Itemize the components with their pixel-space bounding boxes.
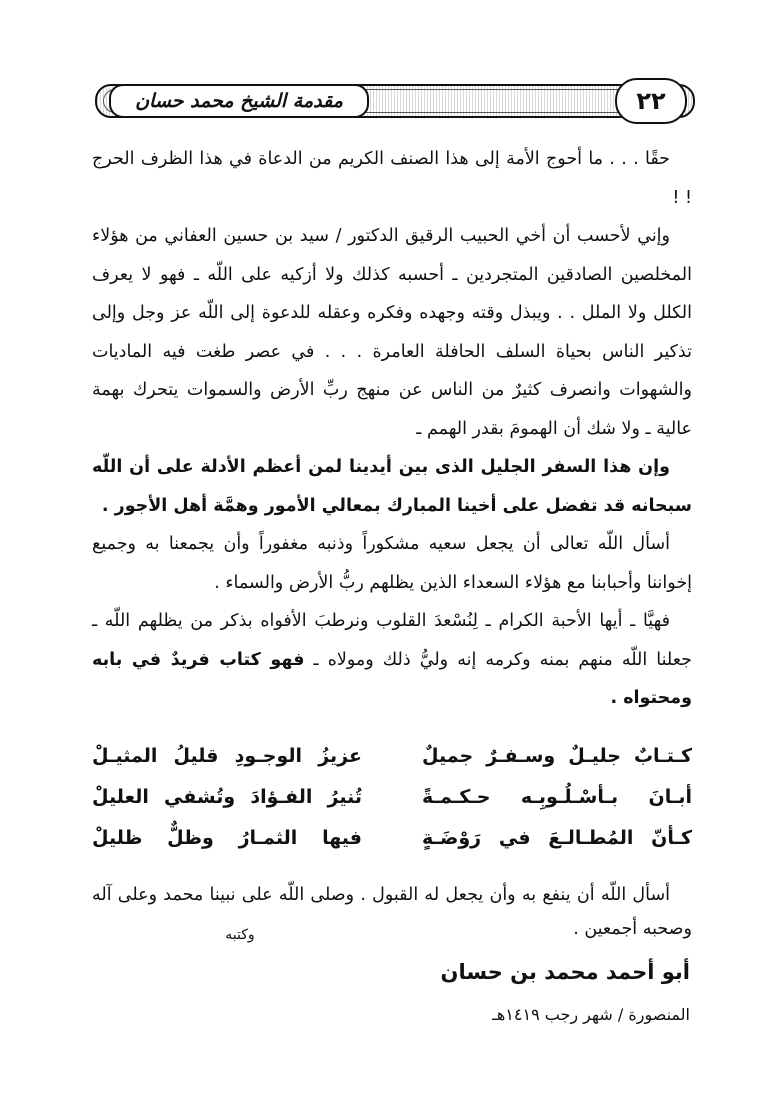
paragraph-1: حقًا . . . ما أحوج الأمة إلى هذا الصنف الكريم من الدعاة في هذا الظرف الحرج ! ! <box>92 149 692 208</box>
header-title: مقدمة الشيخ محمد حسان <box>109 84 369 118</box>
paragraph-3: وإن هذا السفر الجليل الذى بين أيدينا لمن أعظم الأدلة على أن اللّه سبحانه قد تفضل على أخينا المبارك بمعالي الأمور وهمَّة أهل الأجور . <box>92 457 692 516</box>
closing-text <box>92 878 692 946</box>
page-header <box>95 78 695 124</box>
poem-verse <box>92 735 692 776</box>
poem-hemistich-right: كـأنّ المُطـالـعَ في رَوْضَـةٍ <box>422 826 692 849</box>
body-text <box>92 140 692 718</box>
poem-hemistich-left: فيها الثمـارُ وظلٌّ ظليلْ <box>92 826 362 849</box>
page-number: ٢٢ <box>615 78 687 124</box>
poem-hemistich-left: عزيزُ الوجـودِ قليلُ المثيـلْ <box>92 744 362 767</box>
paragraph-2: وإني لأحسب أن أخي الحبيب الرقيق الدكتور / سيد بن حسين العفاني من هؤلاء المخلصين الصادقين المتجردين ـ أحسبه كذلك ولا أزكيه على اللّه ـ فهو لا يعرف الكلل ولا الملل . . ويبذل وقته وجهده وفكره وعقله للدعوة إلى اللّه عز وجل وإلى تذكير الناس بحياة السلف الحافلة العامرة . . . في عصر طغت فيه الماديات والشهوات وانصرف كثيرٌ من الناس عن منهج ربِّ الأرض والسموات يتحرك بهمة عالية ـ ولا شك أن الهمومَ بقدر الهمم ـ <box>92 226 692 439</box>
poem-hemistich-left: تُنيرُ الفـؤادَ وتُشفي العليلْ <box>92 785 362 808</box>
paragraph-5-bold: فهو كتاب فريدٌ في بابه ومحتواه . <box>92 649 692 708</box>
poem-verse <box>92 817 692 858</box>
poem-verse <box>92 776 692 817</box>
poem-hemistich-right: أبـانَ بـأسْـلُـوبِـه حـكـمـةً <box>422 785 692 808</box>
paragraph-4: أسأل اللّه تعالى أن يجعل سعيه مشكوراً وذنبه مغفوراً وأن يجمعنا به وجميع إخواننا وأحبابنا مع هؤلاء السعداء الذين يظلهم ربُّ الأرض والسماء . <box>92 534 692 593</box>
paragraph-5-text: فهيَّا ـ أيها الأحبة الكرام ـ لِنُسْعدَ القلوب ونرطبَ الأفواه بذكر من يظلهم اللّه ـ جعلنا اللّه منهم بمنه وكرمه إنه وليُّ ذلك ومولاه ـ <box>92 611 692 670</box>
closing-paragraph: أسأل اللّه أن ينفع به وأن يجعل له القبول . وصلى اللّه على نبينا محمد وعلى آله وصحبه أجمعين . <box>92 885 692 939</box>
author-name: أبو أحمد محمد بن حسان <box>440 960 690 984</box>
signature-preface: وكتبه <box>225 927 255 943</box>
place-date: المنصورة / شهر رجب ١٤١٩هـ <box>492 1005 690 1024</box>
poem <box>92 735 692 858</box>
poem-hemistich-right: كـتـابٌ جليـلٌ وسـفـرٌ جميلٌ <box>422 744 692 767</box>
paragraph-5 <box>92 602 692 718</box>
